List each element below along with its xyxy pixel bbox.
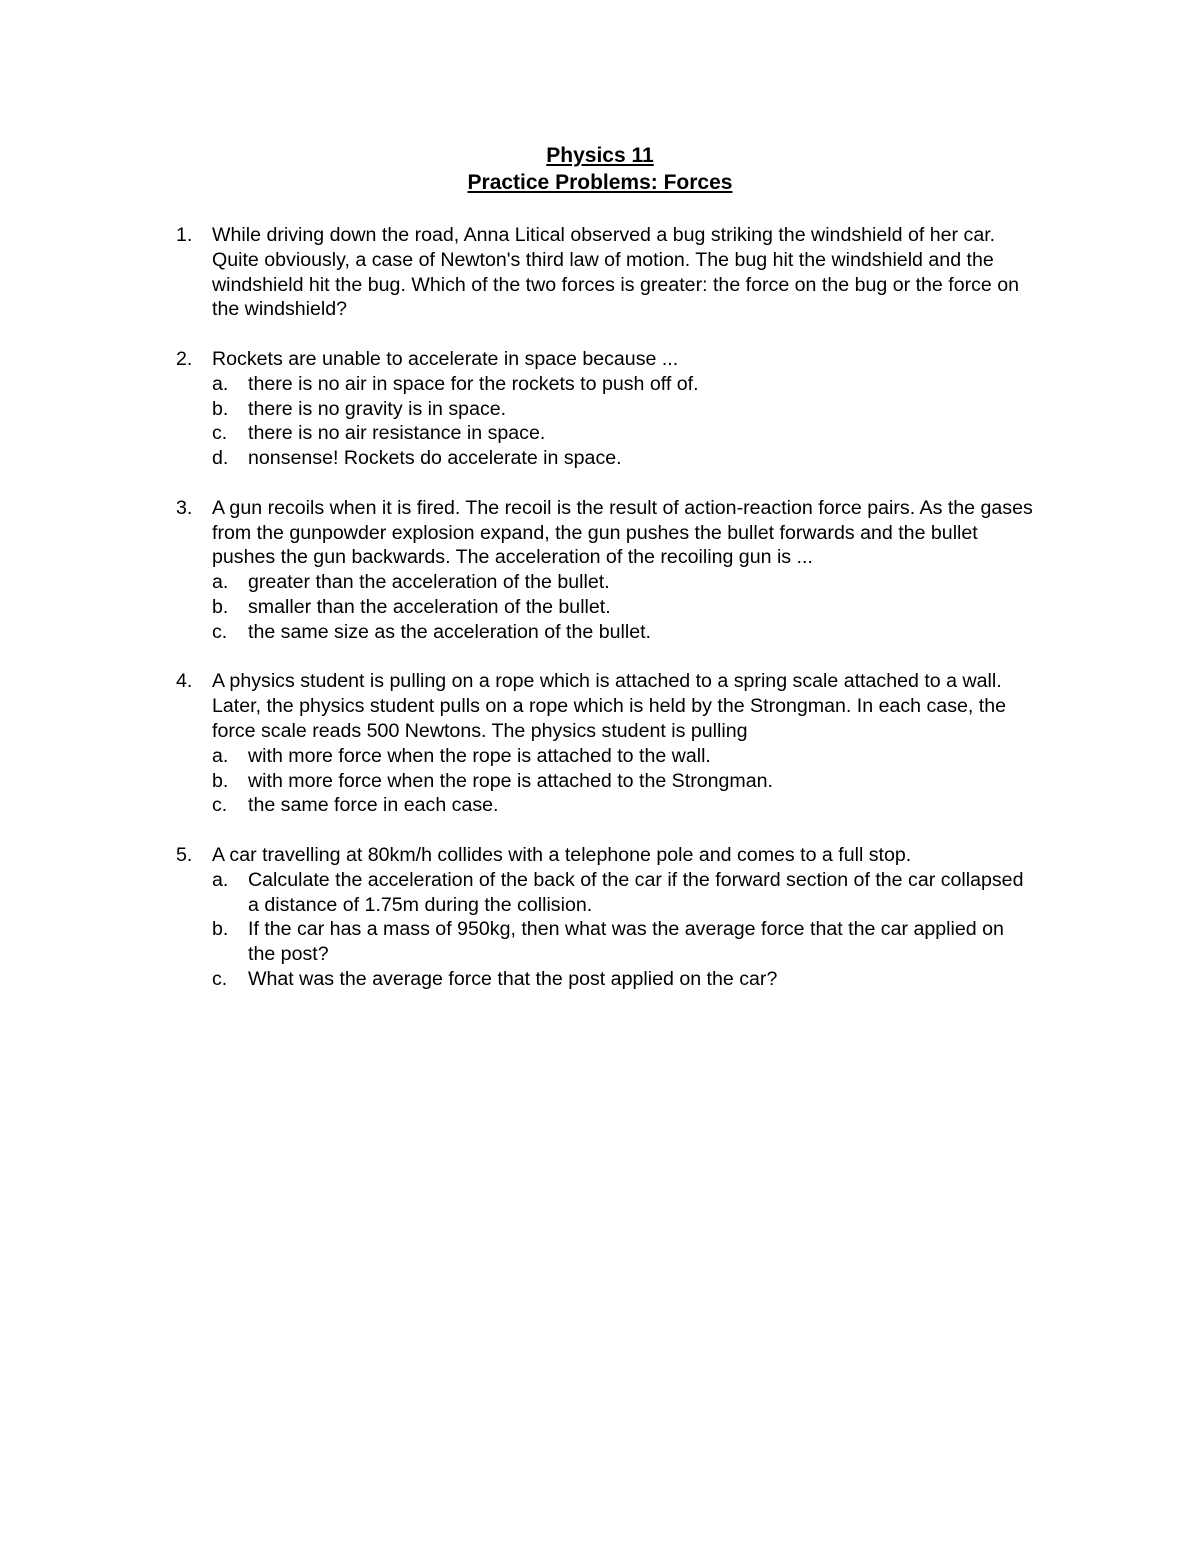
problem-text: A physics student is pulling on a rope which is attached to a spring scale attached to a wall. Later, the physics student pulls on a rope which is held by the Strongman. In each case, the force scale reads 500 Newtons. The physics student is pulling: [212, 670, 1007, 742]
option-letter: c.: [212, 422, 228, 445]
worksheet-title: Practice Problems: Forces: [467, 171, 733, 194]
option-text: the same force in each case.: [248, 794, 499, 817]
option-letter: a.: [212, 744, 229, 767]
option-letter: a.: [212, 571, 229, 594]
option-b: [212, 769, 1036, 794]
option-list: [212, 744, 1036, 818]
problem-4: [176, 669, 1036, 818]
problem-number: 1.: [176, 224, 193, 246]
option-text: there is no air in space for the rockets to push off of.: [248, 372, 699, 395]
problem-text: Rockets are unable to accelerate in space because ...: [212, 347, 679, 370]
option-a: [212, 868, 1036, 918]
problem-text: A car travelling at 80km/h collides with a telephone pole and comes to a full stop.: [212, 843, 912, 866]
option-letter: d.: [212, 447, 229, 470]
option-b: [212, 917, 1036, 967]
option-letter: c.: [212, 620, 228, 643]
problem-text: While driving down the road, Anna Litical observed a bug striking the windshield of her car. Quite obviously, a case of Newton's third law of motion. The bug hit the windshield and the windshield hit the bug. Which of the two forces is greater: the force on the bug or the force on the windshield?: [212, 224, 1020, 321]
option-letter: a.: [212, 372, 229, 395]
problem-list: [176, 223, 1036, 1017]
problem-number: 2.: [176, 347, 193, 370]
course-title: Physics 11: [546, 144, 654, 167]
problem-text: A gun recoils when it is fired. The recoil is the result of action-reaction force pairs. As the gases from the gunpowder explosion expand, the gun pushes the bullet forwards and the bullet pushes the gun backwards. The acceleration of the recoiling gun is ...: [212, 496, 1033, 569]
option-text: there is no air resistance in space.: [248, 422, 546, 445]
problem-1: [176, 223, 1036, 322]
problem-number: 4.: [176, 670, 193, 693]
option-letter: c.: [212, 794, 228, 817]
option-text: What was the average force that the post applied on the car?: [248, 967, 778, 990]
option-a: [212, 372, 1036, 397]
option-text: nonsense! Rockets do accelerate in space.: [248, 447, 622, 470]
option-text: smaller than the acceleration of the bullet.: [248, 595, 611, 618]
option-c: [212, 421, 1036, 446]
problem-2: [176, 347, 1036, 471]
option-letter: b.: [212, 595, 229, 618]
problem-5: [176, 843, 1036, 992]
option-letter: c.: [212, 967, 228, 990]
option-b: [212, 397, 1036, 422]
document-header: [0, 142, 1200, 196]
option-text: with more force when the rope is attached to the Strongman.: [248, 769, 773, 792]
option-a: [212, 744, 1036, 769]
option-list: [212, 372, 1036, 471]
option-c: [212, 967, 1036, 992]
problem-number: 3.: [176, 496, 193, 519]
option-text: there is no gravity is in space.: [248, 397, 507, 420]
option-text: the same size as the acceleration of the bullet.: [248, 620, 651, 643]
option-letter: a.: [212, 868, 229, 891]
option-letter: b.: [212, 918, 229, 941]
option-text: greater than the acceleration of the bullet.: [248, 571, 610, 594]
option-text: Calculate the acceleration of the back of the car if the forward section of the car collapsed a distance of 1.75m during the collision.: [248, 868, 1024, 916]
option-list: [212, 868, 1036, 992]
option-b: [212, 595, 1036, 620]
option-c: [212, 620, 1036, 645]
option-text: If the car has a mass of 950kg, then what was the average force that the car applied on the post?: [248, 918, 1004, 966]
option-d: [212, 446, 1036, 471]
problem-number: 5.: [176, 843, 193, 866]
option-letter: b.: [212, 397, 229, 420]
problem-3: [176, 496, 1036, 645]
option-list: [212, 570, 1036, 644]
option-c: [212, 793, 1036, 818]
option-a: [212, 570, 1036, 595]
option-letter: b.: [212, 769, 229, 792]
option-text: with more force when the rope is attached to the wall.: [248, 744, 711, 767]
